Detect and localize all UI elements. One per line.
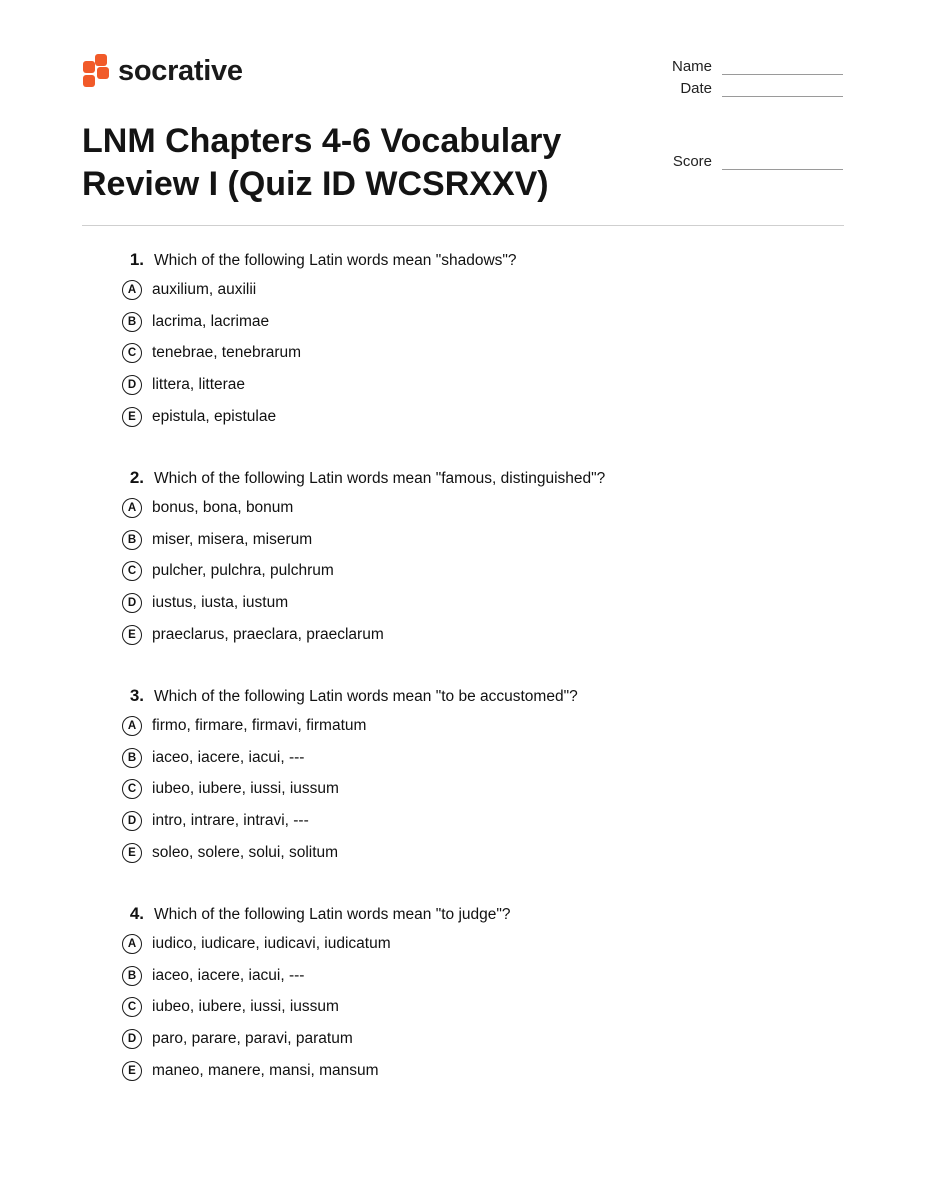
- option-letter[interactable]: A: [122, 716, 142, 736]
- option-letter[interactable]: C: [122, 561, 142, 581]
- date-label: Date: [680, 80, 712, 97]
- question-2: [122, 468, 842, 650]
- option-text: paro, parare, paravi, paratum: [152, 1029, 353, 1047]
- question-text: Which of the following Latin words mean "to be accustomed"?: [154, 688, 578, 705]
- option-letter[interactable]: B: [122, 312, 142, 332]
- header-divider: [82, 225, 844, 226]
- option-letter[interactable]: C: [122, 997, 142, 1017]
- option-letter[interactable]: E: [122, 843, 142, 863]
- question-number: 1.: [129, 250, 144, 269]
- option-text: iustus, iusta, iustum: [152, 593, 289, 611]
- option-letter[interactable]: B: [122, 966, 142, 986]
- option-e[interactable]: [122, 401, 842, 433]
- option-b[interactable]: [122, 306, 842, 338]
- option-a[interactable]: [122, 492, 842, 524]
- brand-name: socrative: [118, 54, 243, 87]
- option-letter[interactable]: C: [122, 343, 142, 363]
- option-text: iudico, iudicare, iudicavi, iudicatum: [152, 934, 391, 952]
- option-text: lacrima, lacrimae: [152, 312, 270, 330]
- question-1: [122, 250, 842, 432]
- option-d[interactable]: [122, 369, 842, 401]
- option-a[interactable]: [122, 710, 842, 742]
- option-text: iaceo, iacere, iacui, ---: [152, 748, 305, 766]
- option-text: auxilium, auxilii: [152, 280, 257, 298]
- option-letter[interactable]: A: [122, 280, 142, 300]
- question-3: [122, 686, 842, 868]
- option-letter[interactable]: A: [122, 498, 142, 518]
- option-b[interactable]: [122, 742, 842, 774]
- option-e[interactable]: [122, 837, 842, 869]
- question-text: Which of the following Latin words mean "famous, distinguished"?: [154, 470, 606, 487]
- option-letter[interactable]: D: [122, 811, 142, 831]
- option-letter[interactable]: E: [122, 1061, 142, 1081]
- socrative-logo: [82, 52, 243, 90]
- question-number: 4.: [129, 904, 144, 923]
- date-field[interactable]: [652, 80, 843, 97]
- option-text: iubeo, iubere, iussi, iussum: [152, 780, 339, 798]
- date-line[interactable]: [722, 82, 843, 97]
- option-c[interactable]: [122, 555, 842, 587]
- option-letter[interactable]: D: [122, 593, 142, 613]
- question-4: [122, 904, 842, 1086]
- option-c[interactable]: [122, 773, 842, 805]
- score-field[interactable]: [652, 153, 843, 170]
- score-line[interactable]: [722, 155, 843, 170]
- option-c[interactable]: [122, 991, 842, 1023]
- option-d[interactable]: [122, 1023, 842, 1055]
- question-number: 3.: [129, 686, 144, 705]
- option-letter[interactable]: E: [122, 407, 142, 427]
- option-e[interactable]: [122, 1055, 842, 1087]
- hexagon-cluster-icon: [82, 53, 110, 89]
- option-b[interactable]: [122, 524, 842, 556]
- score-label: Score: [672, 153, 712, 170]
- option-text: firmo, firmare, firmavi, firmatum: [152, 716, 367, 734]
- name-label: Name: [671, 58, 712, 75]
- option-text: praeclarus, praeclara, praeclarum: [152, 625, 384, 643]
- option-e[interactable]: [122, 619, 842, 651]
- question-number: 2.: [129, 468, 144, 487]
- option-text: miser, misera, miserum: [152, 530, 313, 548]
- quiz-title: LNM Chapters 4-6 Vocabulary Review I (Quiz ID WCSRXXV): [82, 122, 562, 203]
- option-letter[interactable]: B: [122, 530, 142, 550]
- name-field[interactable]: [652, 58, 843, 75]
- option-letter[interactable]: B: [122, 748, 142, 768]
- option-text: iubeo, iubere, iussi, iussum: [152, 998, 339, 1016]
- option-text: tenebrae, tenebrarum: [152, 344, 302, 362]
- name-line[interactable]: [722, 60, 843, 75]
- option-d[interactable]: [122, 805, 842, 837]
- option-d[interactable]: [122, 587, 842, 619]
- option-a[interactable]: [122, 274, 842, 306]
- option-letter[interactable]: E: [122, 625, 142, 645]
- option-letter[interactable]: A: [122, 934, 142, 954]
- option-text: soleo, solere, solui, solitum: [152, 843, 339, 861]
- question-text: Which of the following Latin words mean "to judge"?: [154, 906, 511, 923]
- option-a[interactable]: [122, 928, 842, 960]
- option-text: iaceo, iacere, iacui, ---: [152, 966, 305, 984]
- option-letter[interactable]: D: [122, 1029, 142, 1049]
- option-text: pulcher, pulchra, pulchrum: [152, 562, 334, 580]
- option-text: intro, intrare, intravi, ---: [152, 811, 309, 829]
- option-text: littera, litterae: [152, 375, 246, 393]
- option-letter[interactable]: D: [122, 375, 142, 395]
- option-letter[interactable]: C: [122, 779, 142, 799]
- option-c[interactable]: [122, 337, 842, 369]
- option-text: epistula, epistulae: [152, 407, 277, 425]
- option-b[interactable]: [122, 960, 842, 992]
- option-text: maneo, manere, mansi, mansum: [152, 1061, 379, 1079]
- question-text: Which of the following Latin words mean "shadows"?: [154, 252, 517, 269]
- option-text: bonus, bona, bonum: [152, 498, 294, 516]
